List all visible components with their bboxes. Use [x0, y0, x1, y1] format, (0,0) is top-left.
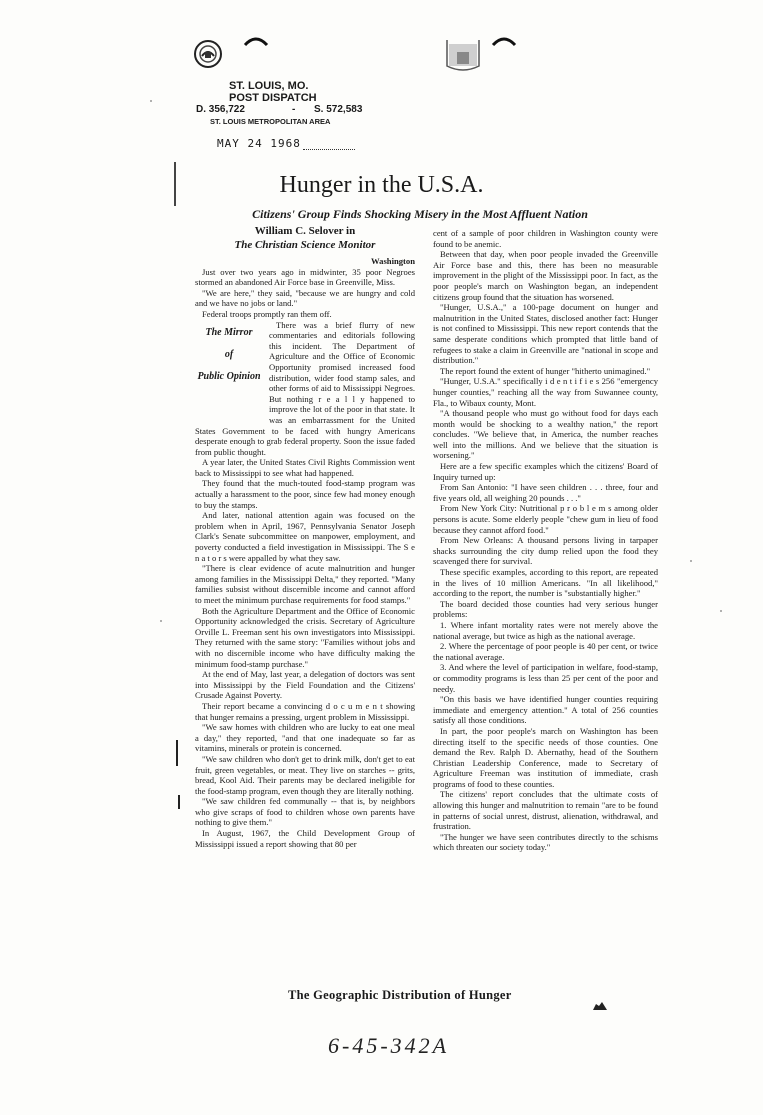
paragraph: Just over two years ago in midwinter, 35 poor Negroes stormed an abandoned Air Force base in Greenville, Miss. — [195, 266, 415, 288]
paragraph: Federal troops promptly ran them off. — [202, 308, 332, 319]
paragraph: 3. And where the level of participation in welfare, food-stamp, or commodity programs is less than 25 per cent of the poor and needy. — [433, 662, 658, 694]
newspaper-seal-icon — [193, 39, 223, 69]
paragraph: "We saw children who don't get to drink milk, don't get to eat fruit, green vegetables, or meat. They live on starches -- grits, bread, Kool Aid. Their parents may be declared ineligible for the food-stamp program, even though they are literally nothing. — [195, 753, 415, 796]
binder-clip-mark-right — [491, 34, 517, 46]
masthead-daily-circulation: D. 356,722 — [196, 104, 245, 115]
left-column — [195, 224, 415, 849]
masthead-dash: - — [292, 104, 296, 115]
dateline: Washington — [371, 256, 415, 266]
source-publication: The Christian Science Monitor — [234, 239, 376, 251]
handwritten-file-number: 6-45-342A — [328, 1033, 450, 1058]
sidebar-column-label — [195, 322, 263, 422]
paragraph: In August, 1967, the Child Development Group of Mississippi issued a report showing that 80 per — [195, 828, 415, 849]
paragraph: From New York City: Nutritional p r o b l e m s among older persons is acute. Some elderly people "chew gum in lieu of food because they cannot afford food." — [433, 503, 658, 535]
sidebar-line: The Mirror — [205, 326, 253, 338]
paragraph: "There is clear evidence of acute malnutrition and hunger among families in the Mississippi Delta," they reported. "Many families subsist without discernible income and cannot afford to meet the minimum purchase requirements for food stamps." — [195, 563, 415, 605]
byline: William C. Selover in — [254, 225, 356, 237]
paragraph: From New Orleans: A thousand persons living in tarpaper shacks surrounding the city dump relied upon the food they scavenged there for survival. — [433, 535, 658, 567]
paragraph: Their report became a convincing d o c u m e n t showing that hunger remains a pressing, urgent problem in Mississippi. — [195, 700, 415, 722]
scan-speck — [160, 620, 162, 622]
subhead: Citizens' Group Finds Shocking Misery in the Most Affluent Nation — [252, 207, 588, 221]
paragraph: The citizens' report concludes that the ultimate costs of allowing this hunger and malnutrition to remain "are to be found in patterns of social unrest, distrust, alienation, withdrawal, and frustration. — [433, 789, 658, 832]
paragraph: "We saw homes with children who are lucky to eat one meal a day," they reported, "and that one inadequate so far as vitamins, minerals or protein is concerned. — [195, 722, 415, 754]
scan-speck — [690, 560, 692, 562]
paragraph: "A thousand people who must go without food for days each month would be shocking to a wealthy nation," the report concludes. "We believe that, in America, the number reaches well into the millions. And we believe that the situation is worsening." — [433, 408, 658, 461]
headline: Hunger in the U.S.A. — [279, 172, 484, 198]
paragraph: "Hunger, U.S.A." specifically i d e n t i f i e s 256 "emergency hunger counties," reaching all the way from Suwannee county, Fla., to Wibaux county, Mont. — [433, 376, 658, 408]
scan-speck — [150, 100, 152, 102]
binder-clip-mark-left — [243, 34, 269, 46]
paragraph: "The hunger we have seen contributes directly to the schisms which threaten our society today." — [433, 831, 658, 853]
paragraph: From San Antonio: "I have seen children . . . three, four and five years old, all weighing 20 pounds . . ." — [433, 482, 658, 503]
paragraph: 1. Where infant mortality rates were not merely above the national average, but twice as high as the national average. — [433, 619, 658, 641]
paragraph: "On this basis we have identified hunger counties requiring immediate and emergency attention." A total of 256 counties satisfy all those conditions. — [433, 694, 658, 726]
sidebar-line: Public Opinion — [197, 370, 261, 382]
masthead-area: ST. LOUIS METROPOLITAN AREA — [210, 117, 331, 126]
map-fragment-icon — [592, 998, 608, 1008]
paragraph: At the end of May, last year, a delegation of doctors was sent into Mississippi by the Field Foundation and the Citizens' Crusade Against Poverty. — [195, 669, 415, 701]
paragraph: The report found the extent of hunger "hitherto unimagined." — [440, 365, 651, 376]
margin-mark — [176, 740, 178, 766]
right-column — [433, 228, 658, 853]
paragraph: cent of a sample of poor children in Washington county were found to be anemic. — [433, 228, 658, 249]
paragraph: The board decided those counties had very serious hunger problems: — [433, 598, 658, 620]
paragraph: There was a brief flurry of new commentaries and editorials following this incident. The Department of Agriculture and the Office of Economic Opportunity promised increased food distribution, wider food stamp sales, and other forms of aid to Mississippi Negroes. But nothing r e a l l y happened to improve the lot of the poor in that state. It was an embarrassment for the United States Government to be faced with hungry Americans desperate enough to grab federal property. Soon the issue faded from public thought. — [195, 319, 415, 457]
paragraph: In part, the poor people's march on Washington has been directing itself to the specific needs of those counties. One demand the Rev. Ralph D. Abernathy, head of the Southern Christian Leadership Conference, made to Secretary of Agriculture Freeman was institution of immediate, crash programs of food to these counties. — [433, 725, 658, 789]
paragraph: Both the Agriculture Department and the Office of Economic Opportunity acknowledged the crisis. Secretary of Agriculture Orville L. Freeman sent his own investigators into Mississippi. They returned with the same story: "Families without jobs and with no discernible income who have difficulty making the minimum food-stamp purchase." — [195, 605, 415, 669]
masthead-paper: POST DISPATCH — [229, 92, 317, 104]
margin-mark — [178, 795, 180, 809]
paragraph: And later, national attention again was focused on the problem when in April, 1967, Pennsylvania Senator Joseph Clark's Senate subcommittee on manpower, employment, and poverty conducted a field investigation in Mississippi. The S e n a t o r s were appalled by what they saw. — [195, 510, 415, 563]
photo-smudge — [443, 38, 483, 72]
paragraph: These specific examples, according to this report, are repeated in the lives of 10 million Americans. "In all likelihood," according to the report, the number is "substantially higher." — [433, 567, 658, 599]
paragraph: Here are a few specific examples which the citizens' Board of Inquiry turned up: — [433, 461, 658, 482]
paragraph: 2. Where the percentage of poor people is 40 per cent, or twice the national average. — [433, 641, 658, 662]
paragraph: "We saw children fed communally -- that is, by neighbors who give scraps of food to children whose own parents have nothing to give them." — [195, 796, 415, 828]
paragraph: "We are here," they said, "because we are hungry and cold and we have no jobs or land." — [195, 287, 415, 309]
date-stamp: MAY 24 1968 — [217, 137, 301, 150]
paragraph: Between that day, when poor people invaded the Greenville Air Force base and this, there has been no measurable improvement in the plight of the Mississippi poor. In fact, as the poor people's march on Washington began, an independent citizens group found that the situation has worsened. — [433, 249, 658, 302]
next-section-title: The Geographic Distribution of Hunger — [288, 988, 512, 1002]
scan-speck — [720, 610, 722, 612]
paragraph: They found that the much-touted food-stamp program was actually a harassment to the poor, since few had money enough to buy the stamps. — [195, 478, 415, 510]
masthead-sunday-circulation: S. 572,583 — [314, 104, 363, 115]
masthead-city: ST. LOUIS, MO. — [229, 80, 309, 92]
date-stamp-underline — [303, 149, 355, 150]
paragraph: A year later, the United States Civil Rights Commission went back to Mississippi to see what had happened. — [195, 457, 415, 478]
paragraph: "Hunger, U.S.A.," a 100-page document on hunger and malnutrition in the United States, disclosed another fact: Hunger is not confined to Mississippi. This new report contends that the same desperate conditions which prompted that little band of refugees to stake a claim in Greenville are "national in scope and distribution." — [433, 302, 658, 366]
sidebar-line: of — [224, 348, 234, 360]
